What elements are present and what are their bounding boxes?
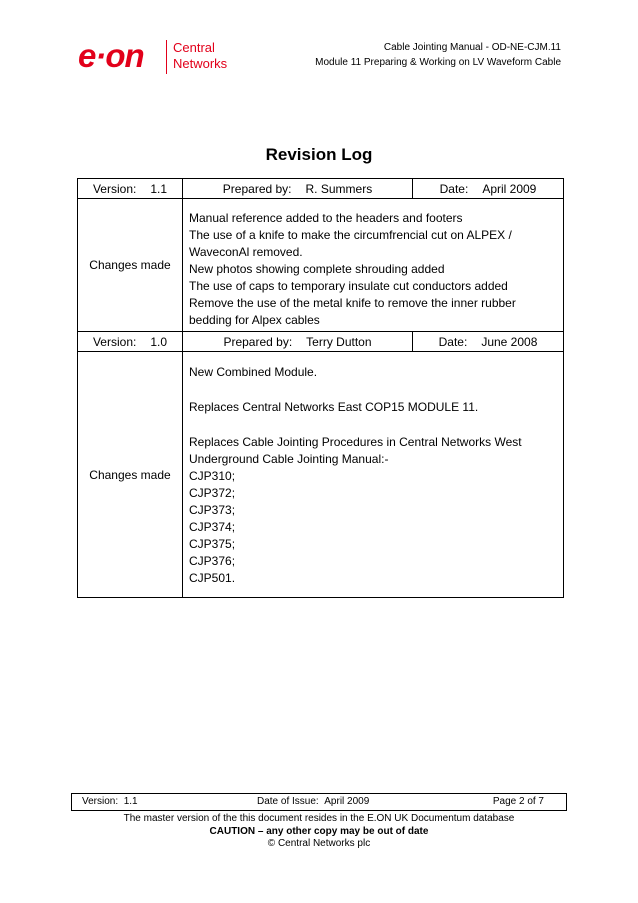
- version-value: 1.0: [150, 334, 168, 349]
- changes-list: [183, 352, 564, 598]
- version-value: 1.1: [150, 181, 168, 196]
- footer-note: [0, 812, 638, 838]
- change-item: Remove the use of the metal knife to remove the inner rubber bedding for Alpex cables: [189, 296, 516, 327]
- changes-made-label: Changes made: [78, 199, 183, 332]
- prepared-by-cell: [183, 332, 413, 352]
- footer-issue-label: Date of Issue:: [257, 796, 319, 807]
- footer-issue-date: [257, 794, 369, 810]
- revision-log-table: [77, 178, 564, 598]
- procedure-item: CJP373;: [189, 503, 236, 517]
- change-item: New photos showing complete shrouding added: [189, 262, 445, 276]
- logo-text: [173, 40, 227, 72]
- logo-line-2: Networks: [173, 56, 228, 71]
- footer-version: [82, 794, 138, 810]
- footer-master-note: The master version of the this document resides in the E.ON UK Documentum database: [123, 813, 515, 824]
- procedure-item: CJP376;: [189, 554, 236, 568]
- logo-divider: [166, 40, 167, 74]
- version-label: Version:: [92, 334, 137, 349]
- changes-made-label: Changes made: [78, 352, 183, 598]
- date-cell: [413, 332, 564, 352]
- procedure-item: CJP372;: [189, 486, 236, 500]
- change-paragraph: New Combined Module.: [189, 365, 318, 379]
- header-manual-ref: Cable Jointing Manual - OD-NE-CJM.11: [383, 42, 561, 53]
- procedure-item: CJP501.: [189, 571, 236, 585]
- footer-caution: CAUTION – any other copy may be out of date: [209, 826, 429, 837]
- version-cell: [78, 179, 183, 199]
- revision-changes-row: [78, 352, 564, 598]
- revision-header-row: [78, 179, 564, 199]
- version-label: Version:: [92, 181, 137, 196]
- header-module-title: Module 11 Preparing & Working on LV Waveform Cable: [315, 57, 561, 68]
- company-logo: [78, 37, 248, 76]
- date-label: Date:: [439, 181, 469, 196]
- date-value: June 2008: [481, 334, 538, 349]
- footer-page-number: Page 2 of 7: [492, 796, 544, 807]
- logo-line-1: Central: [173, 40, 215, 55]
- procedure-item: CJP375;: [189, 537, 236, 551]
- logo-brand: e·on: [78, 37, 144, 74]
- page-title: Revision Log: [265, 145, 373, 164]
- procedure-item: CJP374;: [189, 520, 236, 534]
- change-item: The use of a knife to make the circumfrencial cut on ALPEX / WaveconAl removed.: [189, 228, 512, 259]
- change-item: The use of caps to temporary insulate cut conductors added: [189, 279, 508, 293]
- prepared-by-value: Terry Dutton: [306, 334, 372, 349]
- change-paragraph: Replaces Cable Jointing Procedures in Central Networks West Underground Cable Jointing Manual:-: [189, 435, 522, 466]
- prepared-by-cell: [183, 179, 413, 199]
- revision-header-row: [78, 332, 564, 352]
- revision-changes-row: [78, 199, 564, 332]
- date-label: Date:: [438, 334, 468, 349]
- footer-issue-value: April 2009: [324, 796, 370, 807]
- prepared-by-label: Prepared by:: [222, 181, 292, 196]
- prepared-by-label: Prepared by:: [223, 334, 293, 349]
- footer-version-label: Version:: [82, 796, 119, 807]
- date-cell: [413, 179, 564, 199]
- change-item: Manual reference added to the headers and footers: [189, 211, 463, 225]
- prepared-by-value: R. Summers: [305, 181, 373, 196]
- change-paragraph: Replaces Central Networks East COP15 MODULE 11.: [189, 400, 479, 414]
- footer-version-value: 1.1: [123, 796, 138, 807]
- document-header: [315, 40, 561, 70]
- footer-info-box: [71, 793, 567, 811]
- changes-list: [183, 199, 564, 332]
- procedure-item: CJP310;: [189, 469, 236, 483]
- date-value: April 2009: [482, 181, 537, 196]
- footer-copyright: © Central Networks plc: [267, 838, 371, 849]
- version-cell: [78, 332, 183, 352]
